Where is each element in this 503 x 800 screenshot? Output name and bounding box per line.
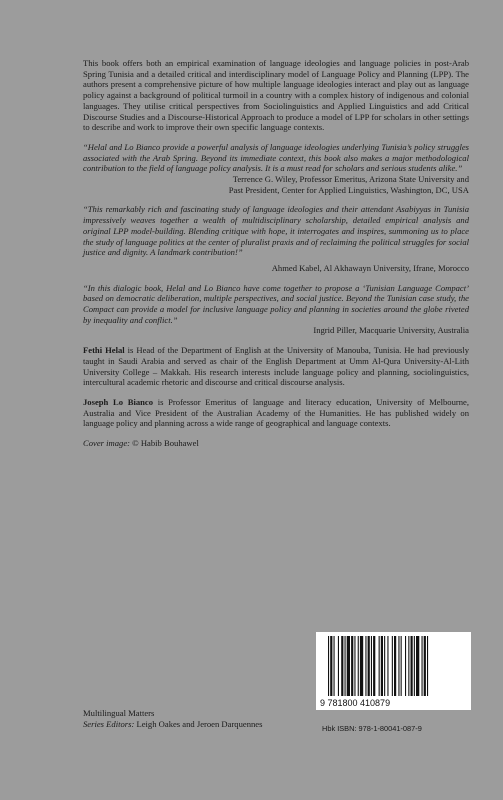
barcode-bar bbox=[358, 636, 359, 696]
barcode-bar bbox=[371, 636, 372, 696]
barcode-bar bbox=[398, 636, 399, 696]
barcode-bar bbox=[384, 636, 385, 696]
author-bio-text: is Head of the Department of English at the University of Manouba, Tunisia. He had previously taught in Saudi Arabia and served as chair of the English Department at Umm Al-Qura University-Al-Lith University College – Makkah. His research interests include language policy and planning, sociolinguistics, intercultural academic rhetoric and discourse and critical discourse analysis. bbox=[83, 345, 470, 388]
endorsement-1 bbox=[83, 142, 469, 196]
barcode-bar bbox=[360, 636, 363, 696]
barcode-bar bbox=[416, 636, 419, 696]
barcode-bar bbox=[424, 636, 426, 696]
barcode-bar bbox=[365, 636, 366, 696]
barcode-graphic bbox=[316, 632, 471, 710]
barcode-bar bbox=[351, 636, 353, 696]
endorsement-attribution: Ahmed Kabel, Al Akhawayn University, Ifrane, Morocco bbox=[271, 262, 469, 273]
endorsement-quote: “Helal and Lo Bianco provide a powerful analysis of language ideologies underlying Tunisia’s policy struggles associated with the Arab Spring. Beyond its immediate context, this book also makes a major methodological contribution to the field of language policy analysis. It is a must read for scholars and serious students alike.” bbox=[83, 141, 469, 174]
barcode-bar bbox=[334, 636, 335, 696]
endorsement-3 bbox=[83, 283, 469, 337]
barcode-digits: 9 781800 410879 bbox=[320, 698, 391, 708]
barcode-bar bbox=[408, 636, 409, 696]
endorsement-attribution: Terrence G. Wiley, Professor Emeritus, Arizona State University and bbox=[232, 174, 469, 185]
barcode-bar bbox=[414, 636, 415, 696]
endorsement-2 bbox=[83, 204, 469, 273]
endorsement-quote: “This remarkably rich and fascinating study of language ideologies and their attendant Asabiyyas in Tunisia impressively weaves together a wealth of multidisciplinary scholarship, detailed empirical analysis and original LPP model-building. Blending critique with hope, it interrogates and inspires, summoning us to place the study of language politics at the center of pluralist praxis and of reclaiming the political struggles for social justice and dignity. A landmark contribution!” bbox=[83, 204, 469, 258]
series-editors bbox=[83, 719, 262, 730]
endorsement-quote: “In this dialogic book, Helal and Lo Bianco have come together to propose a ‘Tunisian Language Compact’ based on democratic deliberation, multiple perspectives, and social justice. Beyond the Tunisian case study, the Compact can provide a model for inclusive language policy and planning in societies around the globe riveted by inequality and conflict.” bbox=[83, 282, 469, 325]
endorsement-attribution: Past President, Center for Applied Linguistics, Washington, DC, USA bbox=[228, 184, 469, 195]
barcode-bar bbox=[330, 636, 332, 696]
barcode-bar bbox=[379, 636, 380, 696]
barcode-bar bbox=[354, 636, 355, 696]
barcode-bar bbox=[381, 636, 383, 696]
book-description: This book offers both an empirical examination of language ideologies and language policies in post-Arab Spring Tunisia and a detailed critical and interdisciplinary model of Language Policy and Planning (LPP). The authors present a comprehensive picture of how multiple language ideologies interact and play out as language policy against a background of political turmoil in a country with a complex history of indigenous and colonial languages. They utilise critical perspectives from Sociolinguistics and Applied Linguistics and add Critical Discourse Studies and a Discourse-Historical Approach to produce a model of LPP for scholars in other settings to describe and work to improve their own specific language contexts. bbox=[83, 58, 469, 133]
cover-image-credit bbox=[83, 438, 469, 449]
back-cover-text bbox=[83, 58, 469, 449]
publisher-block bbox=[83, 708, 262, 730]
endorsement-attribution: Ingrid Piller, Macquarie University, Australia bbox=[313, 325, 469, 336]
barcode-bar bbox=[401, 636, 402, 696]
barcode-bar bbox=[387, 636, 388, 696]
cover-credit-name: © Habib Bouhawel bbox=[130, 438, 199, 449]
barcode-bar bbox=[341, 636, 343, 696]
barcode-bar bbox=[411, 636, 413, 696]
barcode-bar bbox=[427, 636, 428, 696]
barcode-bar bbox=[392, 636, 393, 696]
series-editors-label: Series Editors: bbox=[83, 719, 135, 729]
author-name: Fethi Helal bbox=[83, 345, 125, 356]
barcode-bar bbox=[394, 636, 396, 696]
author-name: Joseph Lo Bianco bbox=[83, 396, 154, 407]
barcode-bar bbox=[368, 636, 370, 696]
barcode-bar bbox=[345, 636, 346, 696]
author-bio-2 bbox=[83, 397, 469, 429]
cover-credit-label: Cover image: bbox=[83, 438, 131, 449]
author-bio-text: is Professor Emeritus of language and literacy education, University of Melbourne, Australia and Vice President of the Australian Academy of the Humanities. He has published widely on language policy and planning across a wide range of geographical and language contexts. bbox=[83, 396, 469, 429]
isbn-text: Hbk ISBN: 978-1-80041-087-9 bbox=[322, 724, 422, 733]
barcode-bar bbox=[338, 636, 339, 696]
series-editors-names: Leigh Oakes and Jeroen Darquennes bbox=[134, 719, 263, 729]
barcode-bar bbox=[347, 636, 350, 696]
publisher-name: Multilingual Matters bbox=[83, 708, 155, 718]
barcode-bar bbox=[422, 636, 423, 696]
isbn-barcode bbox=[316, 632, 471, 710]
barcode-bar bbox=[373, 636, 375, 696]
author-bio-1 bbox=[83, 345, 469, 388]
barcode-bar bbox=[328, 636, 329, 696]
barcode-bar bbox=[405, 636, 406, 696]
